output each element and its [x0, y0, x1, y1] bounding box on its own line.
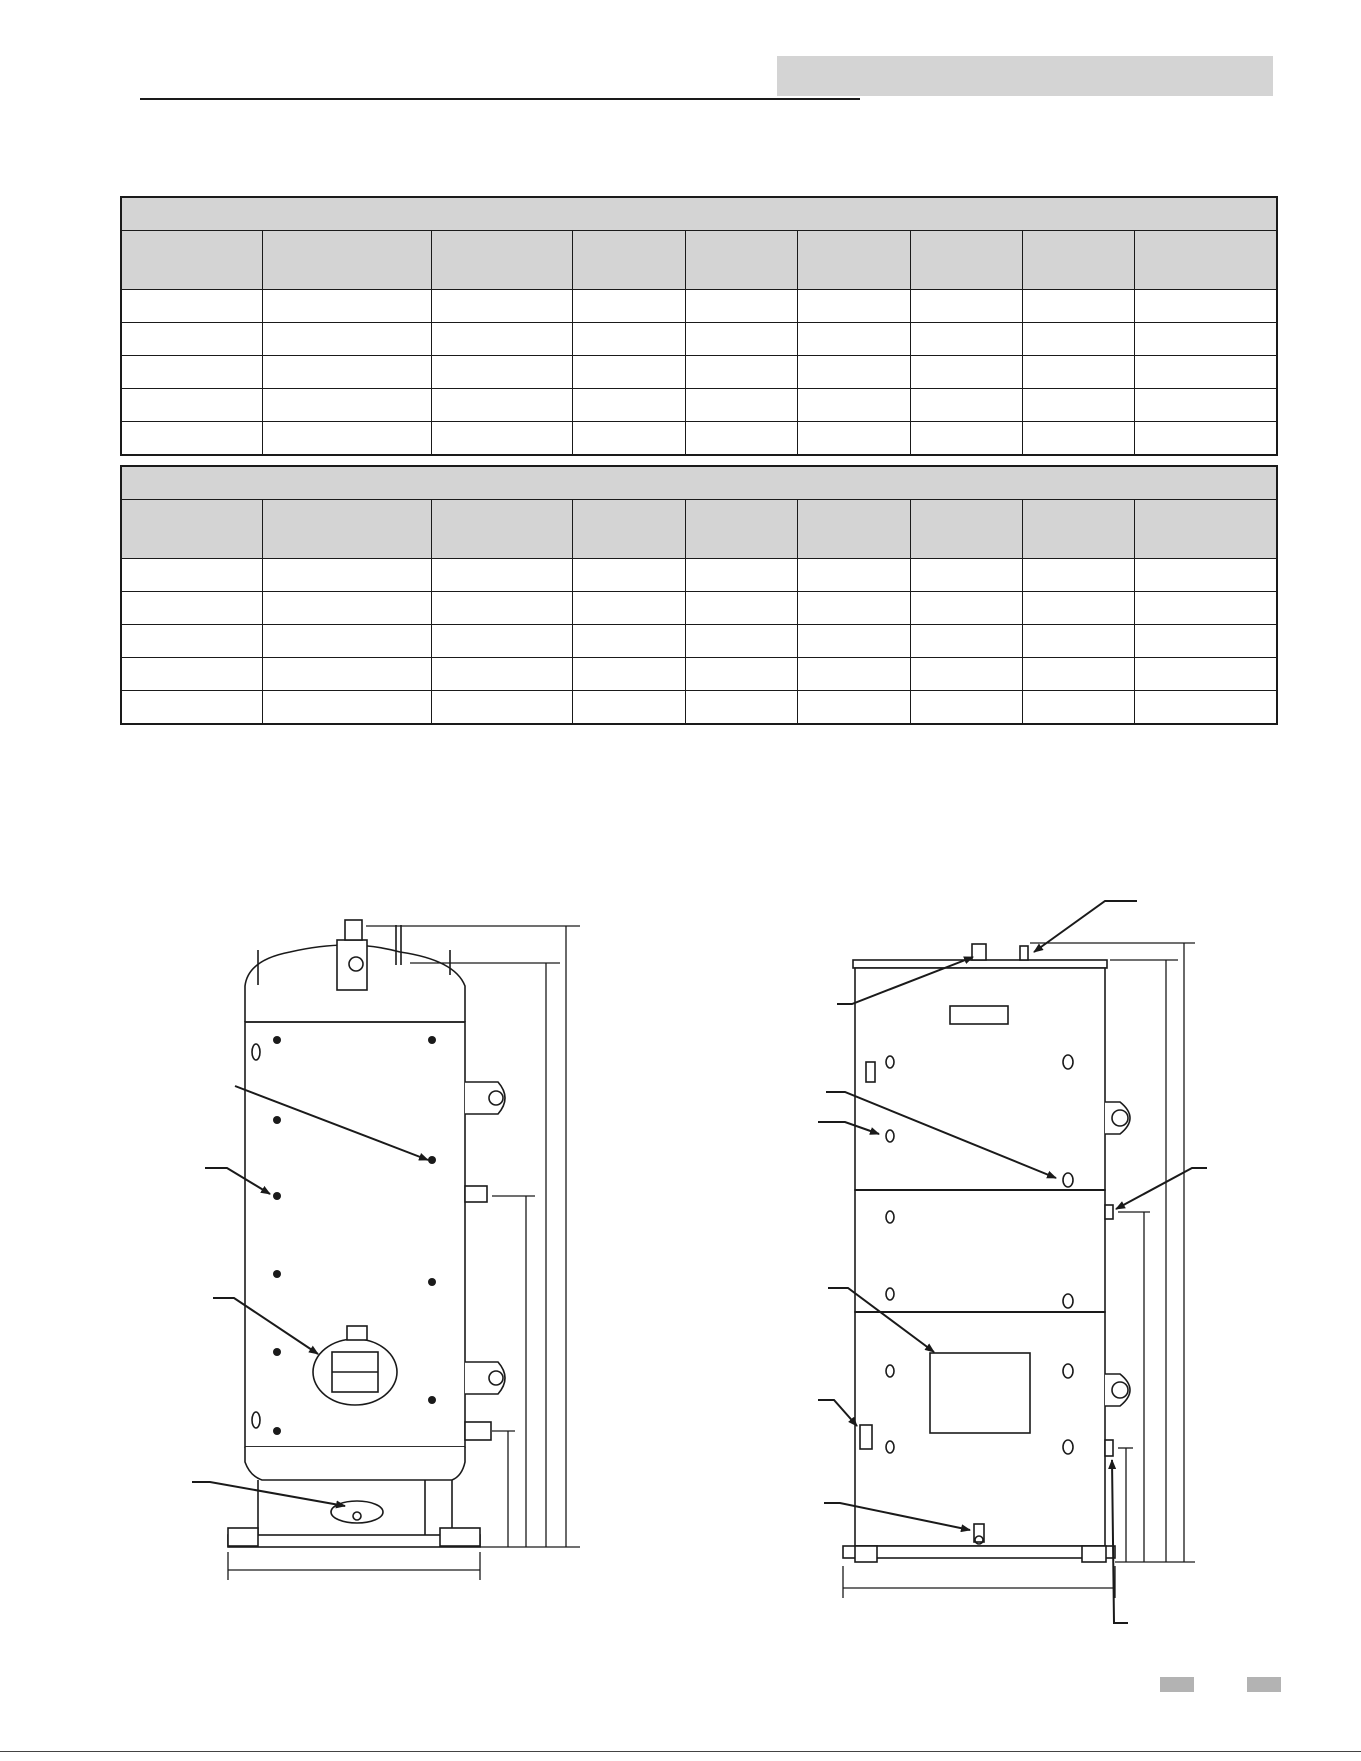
side-connection-icon: [1105, 1205, 1113, 1219]
footer-rule: [0, 1751, 1361, 1752]
footer-box-left: [1160, 1677, 1194, 1692]
base-rail: [843, 1546, 1115, 1558]
lifting-lug-icon: [1105, 1102, 1130, 1134]
side-connection-icon: [465, 1422, 491, 1440]
page-number: [1196, 1677, 1246, 1692]
access-panel: [930, 1353, 1030, 1433]
footer-box-right: [1247, 1677, 1281, 1692]
side-connection-icon: [1105, 1440, 1113, 1456]
callout-leader: [818, 1400, 857, 1426]
lifting-lug-icon: [1105, 1374, 1130, 1406]
lifting-lug-icon: [465, 1362, 505, 1394]
top-fitting-icon: [972, 944, 986, 960]
callout-leader: [1116, 1168, 1207, 1209]
tank-bottom-dome: [245, 1447, 465, 1480]
side-connection-icon: [465, 1186, 487, 1202]
jacketed-tank-view: [843, 944, 1130, 1562]
tank-front-view: [228, 920, 505, 1547]
callout-leader: [192, 1482, 345, 1506]
jacket-panel-upper: [855, 968, 1105, 1190]
jacket-top-cap: [853, 960, 1107, 968]
lifting-lug-icon: [465, 1082, 505, 1114]
callout-leader: [1034, 901, 1137, 952]
